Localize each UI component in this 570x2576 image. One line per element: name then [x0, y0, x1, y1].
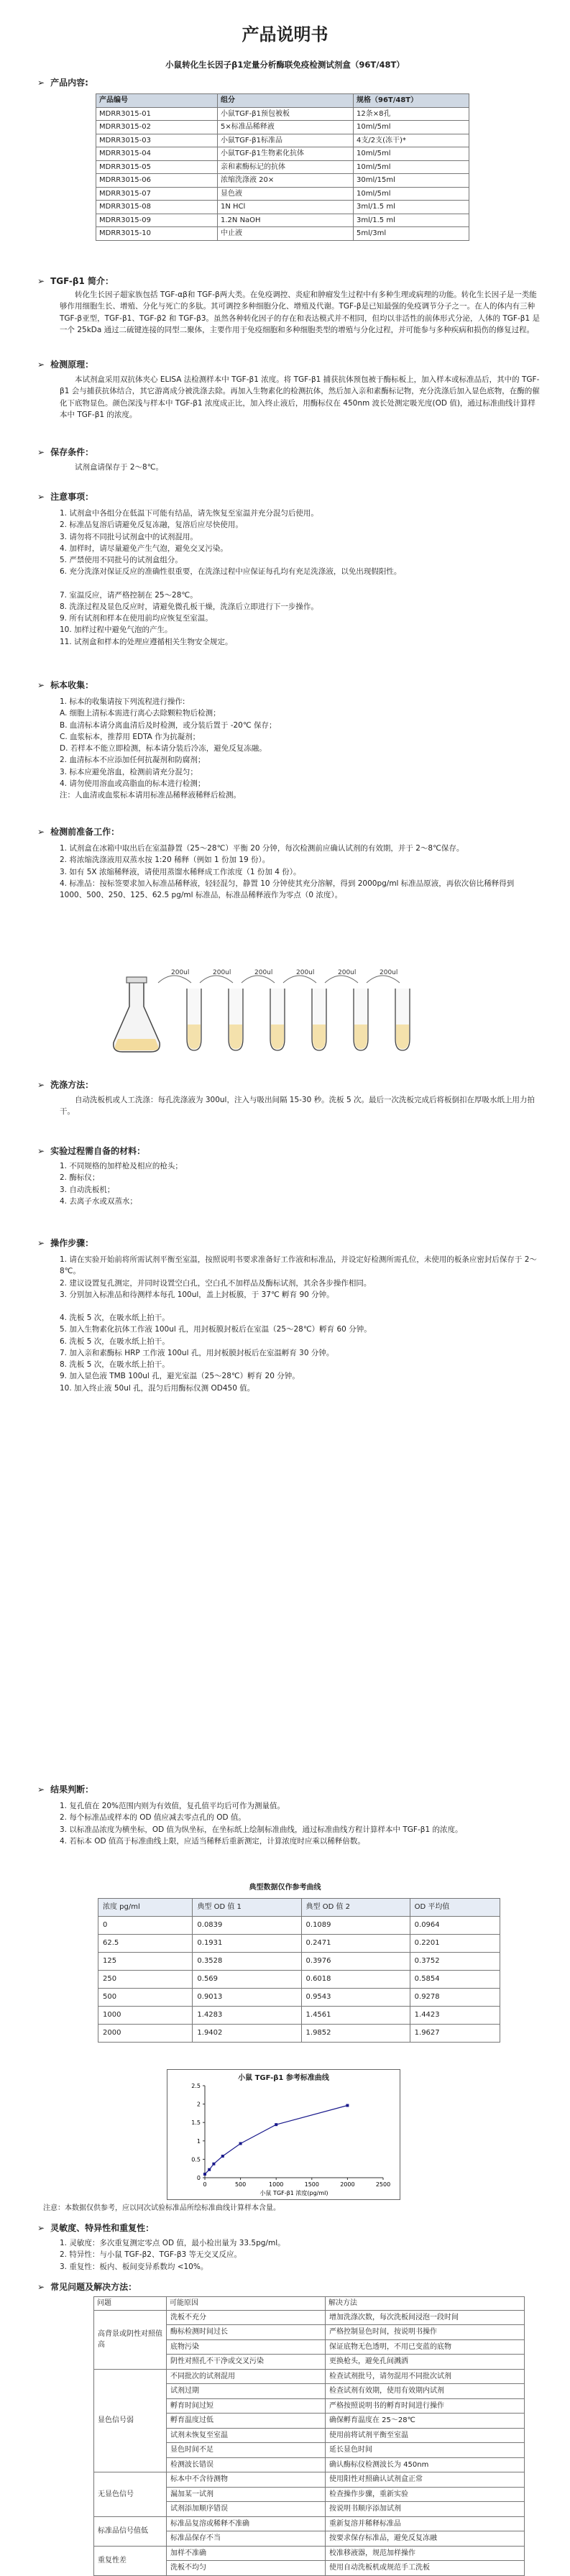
faq-cause-cell: 标准品复溶或稀释不准确 — [167, 2516, 326, 2531]
table-cell: 0.3528 — [193, 1953, 301, 1971]
transfer-arrow — [283, 976, 316, 983]
storage-paragraph: 试剂盒请保存于 2～8℃。 — [75, 463, 163, 472]
list-item: 2. 每个标准品或样本的 OD 值应减去零点孔的 OD 值。 — [60, 1813, 246, 1823]
table-row — [96, 121, 469, 134]
faq-solution-cell: 使用前将试剂平衡至室温 — [326, 2428, 525, 2443]
table-cell: 4支/2支(冻干)* — [354, 134, 469, 147]
document-title: 产品说明书 — [242, 24, 328, 45]
test-tube-icon — [283, 969, 326, 1050]
list-item: 2. 酶标仪； — [60, 1173, 100, 1183]
table-cell: 0 — [98, 1917, 193, 1935]
transfer-arrow — [242, 976, 275, 983]
wash-paragraph: 自动洗板机或人工洗涤：每孔洗涤液为 300ul，注入与吸出间隔 15-30 秒。洗板 5 次。最后一次洗板完成后将板倒扣在厚吸水纸上用力拍干。 — [60, 1096, 535, 1117]
x-tick-label: 0 — [203, 2181, 207, 2188]
test-tube-icon — [242, 969, 285, 1050]
table-row — [94, 2472, 525, 2488]
faq-cause-cell: 孵育温度过低 — [167, 2414, 326, 2429]
table-cell: 1.2N NaOH — [218, 214, 354, 227]
section-heading-materials: ➢ 实验过程需自备的材料： — [37, 1145, 145, 1158]
faq-cause-cell: 底物污染 — [167, 2339, 326, 2355]
faq-cause-cell: 标准品保存不当 — [167, 2531, 326, 2547]
x-tick-label: 1000 — [269, 2181, 284, 2188]
faq-cause-cell: 不同批次的试剂混用 — [167, 2369, 326, 2384]
table-cell: 500 — [98, 1989, 193, 2007]
faq-cause-cell: 检测波长错误 — [167, 2457, 326, 2472]
list-item: 8. 洗板 5 次，在吸水纸上拍干。 — [60, 1360, 170, 1370]
x-tick-label: 500 — [234, 2181, 247, 2188]
table-cell: 0.1089 — [301, 1917, 410, 1935]
components-table — [96, 93, 469, 241]
table-row — [96, 214, 469, 227]
faq-solution-cell: 检查操作步骤，重新实验 — [326, 2487, 525, 2502]
faq-solution-cell: 更换枪头，避免孔间溅洒 — [326, 2355, 525, 2370]
table-cell: 1.4561 — [301, 2007, 410, 2025]
table-row — [96, 227, 469, 241]
list-item: 2. 建议设置复孔测定，并同时设置空白孔，空白孔不加样品及酶标试剂，其余各步操作相同。 — [60, 1278, 372, 1288]
table-header-cell: 解决方法 — [326, 2297, 525, 2311]
list-item: 1. 试剂盒在冰箱中取出后在室温静置（25～28℃）平衡 20 分钟，每次检测前应确认试剂的有效期，并于 2～8℃保存。 — [60, 844, 464, 853]
table-cell: 1.9402 — [193, 2025, 301, 2043]
list-item: 1. 复孔值在 20%范围内则为有效值，复孔值平均后可作为测量值。 — [60, 1802, 285, 1810]
test-tube-icon — [367, 969, 410, 1050]
notes-list — [60, 508, 541, 648]
x-axis-label: 小鼠 TGF-β1 浓度(pg/ml) — [259, 2190, 328, 2196]
y-tick-label: 2.5 — [191, 2083, 201, 2089]
x-tick-label: 2000 — [340, 2181, 355, 2188]
table-cell: 0.3752 — [410, 1953, 500, 1971]
sample-list — [60, 696, 541, 801]
table-cell: 浓缩洗涤液 20× — [218, 174, 354, 188]
faq-solution-cell: 确保孵育温度在 25～28℃ — [326, 2414, 525, 2429]
arrow-icon: ➢ — [37, 1146, 45, 1156]
table-row — [98, 1935, 500, 1953]
transfer-volume-label: 200ul — [380, 969, 398, 976]
faq-problem-cell: 标准品信号值低 — [94, 2516, 167, 2546]
test-tube-icon — [325, 969, 368, 1050]
arrow-icon: ➢ — [37, 680, 45, 690]
faq-solution-cell: 检查试剂批号，请勿混用不同批次试剂 — [326, 2369, 525, 2384]
table-cell: MDRR3015-03 — [96, 134, 218, 147]
list-item: 6. 洗板 5 次，在吸水纸上拍干。 — [60, 1337, 170, 1346]
section-heading-faq: ➢ 常见问题及解决方法： — [37, 2281, 137, 2294]
list-item: 4. 加样时，请尽量避免产生气泡，避免交叉污染。 — [60, 544, 228, 553]
y-tick-label: 1 — [196, 2137, 201, 2145]
section-heading-notes: ➢ 注意事项： — [37, 490, 93, 504]
y-tick-label: 1.5 — [191, 2119, 201, 2127]
table-cell: 小鼠TGF-β1标准品 — [218, 134, 354, 147]
arrow-icon: ➢ — [37, 447, 45, 457]
prep-list — [60, 843, 541, 901]
intro-paragraph: 转化生长因子超家族包括 TGF-αβ和 TGF-β两大类。在免疫调控、炎症和肿瘤发生过程中有多种生理或病理的功能。转化生长因子是一类能够作用细胞生长、增殖、分化与死亡的多肽。其可调控多种细胞分化、增殖及代谢。TGF-β是已知最强的免疫调节分子之一。在人的体内有三种 TGF-β亚型，TGF-β1、TGF-β2 和 TGF-β3。虽然各种转化因子的存在和表达模式并不相同，但均以非活性的前体形式分泌，人体的 TGF-β1 是一个 25kDa 通过二硫键连接的同型二聚体，主要作用于免疫细胞和多种细胞类型的增殖与分化过程，并可能参与多种疾病和损伤的修复过程。 — [60, 290, 540, 334]
table-header-cell: 问题 — [94, 2297, 167, 2311]
document-subtitle: 小鼠转化生长因子β1定量分析酶联免疫检测试剂盒（96T/48T） — [165, 60, 405, 70]
section-heading-intro: ➢ TGF-β1 简介： — [37, 275, 114, 288]
faq-solution-cell: 延长显色时间 — [326, 2443, 525, 2458]
table-header-cell: OD 平均值 — [410, 1899, 500, 1917]
table-cell: 1.9627 — [410, 2025, 500, 2043]
table-cell: 1.4423 — [410, 2007, 500, 2025]
section-heading-performance: ➢ 灵敏度、特异性和重复性： — [37, 2222, 154, 2235]
list-item: 1. 标本的收集请按下列流程进行操作: — [60, 697, 185, 706]
list-item: C. 血浆标本，推荐用 EDTA 作为抗凝剂； — [60, 732, 201, 741]
table-cell: 0.3976 — [301, 1953, 410, 1971]
faq-solution-cell: 重新复溶并稀释标准品 — [326, 2516, 525, 2531]
table-cell: 1000 — [98, 2007, 193, 2025]
table-cell: MDRR3015-10 — [96, 227, 218, 241]
table-cell: 0.2201 — [410, 1935, 500, 1953]
table-cell: 0.2471 — [301, 1935, 410, 1953]
list-item: 9. 加入显色液 TMB 100ul 孔，避光室温（25～28℃）孵育 20 分钟。 — [60, 1372, 300, 1381]
table-cell: MDRR3015-09 — [96, 214, 218, 227]
faq-cause-cell: 试剂添加顺序错误 — [167, 2502, 326, 2517]
table-cell: MDRR3015-08 — [96, 201, 218, 214]
list-item: 4. 标准品：按标签要求加入标准品稀释液，轻轻混匀，静置 10 分钟使其充分溶解，得到 2000pg/ml 标准品原液，再依次倍比稀释得到 1000、500、250、125、62.5 pg/ml 标准品，标准品稀释液作为零点（0 浓度）。 — [60, 879, 515, 900]
results-list — [60, 1800, 541, 1847]
list-item: 4. 请勿使用溶血或高脂血的标本进行检测； — [60, 779, 206, 788]
table-row — [96, 160, 469, 174]
list-item: 2. 标准品复溶后请避免反复冻融，复溶后应尽快使用。 — [60, 521, 243, 530]
table-cell: 亲和素酶标记的抗体 — [218, 160, 354, 174]
list-item: 3. 以标准品浓度为横坐标，OD 值为纵坐标，在坐标纸上绘制标准曲线，通过标准曲线方程计算样本中 TGF-β1 的浓度。 — [60, 1825, 463, 1834]
faq-problem-cell: 显色信号弱 — [94, 2369, 167, 2472]
table-header-cell: 规格（96T/48T） — [354, 94, 469, 108]
data-point — [346, 2104, 349, 2107]
list-item: 3. 重复性：板内、板间变异系数均 <10%。 — [60, 2262, 208, 2271]
table-row — [96, 147, 469, 161]
faq-cause-cell: 标本中不含待测物 — [167, 2472, 326, 2488]
performance-list — [60, 2237, 541, 2273]
table-row — [96, 134, 469, 147]
list-item: 1. 灵敏度：多次重复测定零点 OD 值，最小检出量为 33.5pg/ml。 — [60, 2239, 285, 2247]
faq-solution-cell: 保证底物无色透明，不用已变蓝的底物 — [326, 2339, 525, 2355]
transfer-arrow — [158, 976, 191, 983]
arrow-icon: ➢ — [37, 359, 45, 370]
faq-solution-cell: 使用自动洗板机或规范手工洗板 — [326, 2561, 525, 2576]
list-item: 2. 血清标本不应添加任何抗凝剂和防腐剂； — [60, 756, 206, 765]
principle-paragraph: 本试剂盒采用双抗体夹心 ELISA 法检测样本中 TGF-β1 浓度。将 TGF-β1 捕获抗体预包被于酶标板上，加入样本或标准品后，其中的 TGF-β1 会与捕获抗体结合，其它游离成分被洗涤去除。再加入生物素化的检测抗体，然后加入亲和素酶标记物，充分洗涤后加入显色底物，在酶的催化下底物显色。颜色深浅与样本中 TGF-β1 浓度成正比，加入终止液后，用酶标仪在 450nm 波长处测定吸光度(OD 值)，通过标准曲线计算样本中 TGF-β1 的浓度。 — [60, 375, 540, 419]
faq-cause-cell: 阴性对照孔不干净或交叉污染 — [167, 2355, 326, 2370]
test-tube-icon — [158, 969, 201, 1050]
faq-cause-cell: 酶标检测时间过长 — [167, 2325, 326, 2340]
list-item: 1. 试剂盒中各组分在低温下可能有结晶，请先恢复至室温并充分混匀后使用。 — [60, 509, 318, 518]
table-cell: 1N HCl — [218, 201, 354, 214]
list-item: 11. 试剂盒和样本的处理应遵循相关生物安全规定。 — [60, 637, 233, 646]
dilution-diagram — [108, 967, 453, 1060]
table-cell: MDRR3015-07 — [96, 187, 218, 201]
list-item: 2. 将浓缩洗涤液用双蒸水按 1:20 稀释（例如 1 份加 19 份）。 — [60, 856, 270, 865]
list-item: 7. 室温反应，请严格控制在 25～28℃。 — [60, 590, 198, 600]
table-row — [96, 174, 469, 188]
table-header-cell: 典型 OD 值 1 — [193, 1899, 301, 1917]
table-cell: 12条×8孔 — [354, 107, 469, 121]
table-cell: 5ml/3ml — [354, 227, 469, 241]
faq-cause-cell: 漏加某一试剂 — [167, 2487, 326, 2502]
list-item: 2. 特异性：与小鼠 TGF-β2、TGF-β3 等无交叉反应。 — [60, 2250, 242, 2260]
chart-title: 小鼠 TGF-β1 参考标准曲线 — [238, 2074, 329, 2082]
materials-list — [60, 1160, 541, 1207]
faq-solution-cell: 校准移液器，规范加样操作 — [326, 2546, 525, 2561]
table-cell: 0.0964 — [410, 1917, 500, 1935]
table-header-cell: 可能原因 — [167, 2297, 326, 2311]
list-item: 10. 加样过程中避免气泡的产生。 — [60, 625, 173, 635]
x-tick-label: 1500 — [304, 2181, 319, 2188]
arrow-icon: ➢ — [37, 1080, 45, 1090]
faq-solution-cell: 使用阳性对照确认试剂盒正常 — [326, 2472, 525, 2488]
faq-cause-cell: 试剂过期 — [167, 2384, 326, 2399]
list-item: 7. 加入亲和素酶标 HRP 工作液 100ul 孔，用封板膜封板后在室温孵育 30 分钟。 — [60, 1348, 334, 1357]
transfer-volume-label: 200ul — [254, 969, 273, 976]
list-item: 8. 洗涤过程及显色反应时，请避免微孔板干燥，洗涤后立即进行下一步操作。 — [60, 602, 318, 611]
list-item: 注：人血清或血浆标本请用标准品稀释液稀释后检测。 — [60, 791, 241, 800]
faq-problem-cell: 高背景或阴性对照值高 — [94, 2310, 167, 2369]
x-tick-label: 2500 — [375, 2181, 391, 2188]
list-item: 5. 严禁使用不同批号的试剂盒组分。 — [60, 556, 183, 565]
table-row — [98, 2025, 500, 2043]
data-point — [208, 2168, 211, 2171]
table-header-cell: 产品编号 — [96, 94, 218, 108]
faq-table — [93, 2296, 525, 2576]
arrow-icon: ➢ — [37, 78, 45, 88]
list-item: 4. 去离子水或双蒸水； — [60, 1196, 137, 1206]
arrow-icon: ➢ — [37, 2282, 45, 2292]
table-cell: 250 — [98, 1971, 193, 1989]
table-cell: MDRR3015-06 — [96, 174, 218, 188]
table-cell: 62.5 — [98, 1935, 193, 1953]
data-point — [239, 2142, 242, 2145]
chart-note: 注意：本数据仅供参考，应以同次试验标准品所绘标准曲线计算样本含量。 — [43, 2204, 280, 2212]
list-item: 3. 标本应避免溶血，检测前请充分混匀； — [60, 767, 198, 776]
transfer-volume-label: 200ul — [213, 969, 231, 976]
table-cell: 3ml/1.5 ml — [354, 214, 469, 227]
faq-cause-cell: 显色时间不足 — [167, 2443, 326, 2458]
chart-plot — [167, 2070, 400, 2199]
faq-cause-cell: 洗板不均匀 — [167, 2561, 326, 2576]
section-heading-sample: ➢ 标本收集： — [37, 679, 93, 692]
series-line — [205, 2106, 347, 2175]
standard-curve-chart — [167, 2069, 400, 2200]
arrow-icon: ➢ — [37, 827, 45, 837]
list-item: 1. 请在实验开始前将所需试剂平衡至室温，按照说明书要求准备好工作液和标准品，并设定好检测所需孔位，未使用的板条应密封后保存于 2～8℃。 — [60, 1255, 537, 1276]
table-row — [98, 1917, 500, 1935]
list-item: A. 细胞上清标本需进行离心去除颗粒物后检测； — [60, 709, 221, 718]
faq-cause-cell: 孵育时间过短 — [167, 2398, 326, 2414]
faq-solution-cell: 按要求保存标准品，避免反复冻融 — [326, 2531, 525, 2547]
table-cell: MDRR3015-04 — [96, 147, 218, 161]
faq-solution-cell: 严格按照说明书的孵育时间进行操作 — [326, 2398, 525, 2414]
table-cell: 10ml/5ml — [354, 121, 469, 134]
table-cell: 0.6018 — [301, 1971, 410, 1989]
list-item: 3. 分别加入标准品和待测样本每孔 100ul，盖上封板膜，于 37℃ 孵育 90 分钟。 — [60, 1290, 334, 1299]
list-item: B. 血清标本请分离血清后及时检测，或分装后置于 -20℃ 保存； — [60, 720, 277, 730]
table-cell: 3ml/1.5 ml — [354, 201, 469, 214]
data-point — [212, 2163, 215, 2165]
table-cell: 0.9278 — [410, 1989, 500, 2007]
section-heading-prep: ➢ 检测前准备工作： — [37, 825, 119, 839]
table-row — [96, 187, 469, 201]
list-item: 5. 加入生物素化抗体工作液 100ul 孔，用封板膜封板后在室温（25～28℃）孵育 60 分钟。 — [60, 1325, 372, 1334]
stock-flask-icon — [114, 977, 160, 1052]
table-row — [94, 2369, 525, 2384]
table-row — [96, 107, 469, 121]
table-cell: 小鼠TGF-β1预包被板 — [218, 107, 354, 121]
list-item: 9. 所有试剂和样本在使用前均应恢复至室温。 — [60, 614, 213, 623]
data-point — [275, 2123, 277, 2126]
y-tick-label: 2 — [196, 2101, 201, 2108]
list-item: 3. 请勿将不同批号试剂盒中的试剂混用。 — [60, 532, 198, 541]
std-table-caption: 典型数据仅作参考曲线 — [249, 1884, 321, 1892]
section-heading-wash: ➢ 洗涤方法： — [37, 1078, 93, 1092]
section-heading-storage: ➢ 保存条件： — [37, 446, 93, 459]
table-cell: 1.4283 — [193, 2007, 301, 2025]
list-item: 3. 如有 5X 浓缩稀释液，请使用蒸馏水稀释成工作浓度（1 份加 4 份）。 — [60, 867, 301, 876]
table-row — [98, 1971, 500, 1989]
table-cell: 1.9852 — [301, 2025, 410, 2043]
arrow-icon: ➢ — [37, 1784, 45, 1795]
list-item: 6. 充分洗涤对保证反应的准确性很重要，在洗涤过程中应保证每孔均有充足洗涤液，以免出现假阳性。 — [60, 567, 402, 577]
table-cell: 0.569 — [193, 1971, 301, 1989]
table-cell: 30ml/15ml — [354, 174, 469, 188]
table-row — [98, 2007, 500, 2025]
standard-data-table — [98, 1898, 500, 2043]
arrow-icon: ➢ — [37, 276, 45, 286]
table-cell: 125 — [98, 1953, 193, 1971]
table-cell: 中止液 — [218, 227, 354, 241]
faq-cause-cell: 加样不准确 — [167, 2546, 326, 2561]
y-tick-label: 0.5 — [191, 2156, 201, 2163]
table-cell: 0.1931 — [193, 1935, 301, 1953]
table-cell: 2000 — [98, 2025, 193, 2043]
data-point — [221, 2155, 224, 2158]
faq-cause-cell: 试剂未恢复至室温 — [167, 2428, 326, 2443]
transfer-volume-label: 200ul — [338, 969, 357, 976]
section-heading-steps: ➢ 操作步骤： — [37, 1237, 93, 1250]
table-row — [98, 1953, 500, 1971]
table-cell: 显色液 — [218, 187, 354, 201]
table-row — [94, 2546, 525, 2561]
list-item: 4. 若标本 OD 值高于标准曲线上限，应适当稀释后重新测定，计算浓度时应乘以稀释倍数。 — [60, 1836, 365, 1846]
faq-problem-cell: 无显色信号 — [94, 2472, 167, 2517]
faq-solution-cell: 检查试剂有效期，使用有效期内试剂 — [326, 2384, 525, 2399]
list-item: 10. 加入终止液 50ul 孔，混匀后用酶标仪测 OD450 值。 — [60, 1383, 255, 1393]
faq-solution-cell: 确认酶标仪检测波长为 450nm — [326, 2457, 525, 2472]
section-heading-principle: ➢ 检测原理： — [37, 358, 93, 372]
table-cell: 小鼠TGF-β1生物素化抗体 — [218, 147, 354, 161]
list-item: 4. 洗板 5 次，在吸水纸上拍干。 — [60, 1314, 170, 1323]
data-point — [203, 2173, 206, 2176]
table-cell: 0.0839 — [193, 1917, 301, 1935]
transfer-arrow — [367, 976, 400, 983]
transfer-volume-label: 200ul — [296, 969, 315, 976]
arrow-icon: ➢ — [37, 1238, 45, 1248]
table-header-cell: 组分 — [218, 94, 354, 108]
arrow-icon: ➢ — [37, 2223, 45, 2233]
table-row — [94, 2310, 525, 2325]
steps-list — [60, 1254, 541, 1394]
table-header-cell: 典型 OD 值 2 — [301, 1899, 410, 1917]
arrow-icon: ➢ — [37, 492, 45, 502]
table-cell: 10ml/5ml — [354, 160, 469, 174]
table-cell: MDRR3015-05 — [96, 160, 218, 174]
table-cell: MDRR3015-02 — [96, 121, 218, 134]
faq-solution-cell: 增加洗涤次数，每次洗板间浸泡一段时间 — [326, 2310, 525, 2325]
table-cell: 10ml/5ml — [354, 147, 469, 161]
transfer-volume-label: 200ul — [171, 969, 190, 976]
table-row — [96, 201, 469, 214]
list-item: 3. 自动洗板机； — [60, 1185, 115, 1194]
table-cell: MDRR3015-01 — [96, 107, 218, 121]
faq-cause-cell: 洗板不充分 — [167, 2310, 326, 2325]
table-header-cell: 浓度 pg/ml — [98, 1899, 193, 1917]
section-heading-results: ➢ 结果判断： — [37, 1783, 93, 1797]
table-cell: 0.5854 — [410, 1971, 500, 1989]
transfer-arrow — [325, 976, 358, 983]
table-cell: 5×标准品稀释液 — [218, 121, 354, 134]
faq-solution-cell: 严格控制显色时间，按说明书操作 — [326, 2325, 525, 2340]
y-tick-label: 0 — [196, 2175, 201, 2181]
table-row — [98, 1989, 500, 2007]
table-cell: 0.9543 — [301, 1989, 410, 2007]
table-cell: 10ml/5ml — [354, 187, 469, 201]
faq-solution-cell: 按说明书顺序添加试剂 — [326, 2502, 525, 2517]
section-heading-components: ➢ 产品内容: — [37, 76, 88, 90]
table-cell: 0.9013 — [193, 1989, 301, 2007]
table-row — [94, 2516, 525, 2531]
test-tube-icon — [200, 969, 243, 1050]
faq-problem-cell: 重复性差 — [94, 2546, 167, 2575]
transfer-arrow — [200, 976, 233, 983]
list-item: 1. 不同规格的加样枪及相应的枪头； — [60, 1162, 183, 1170]
list-item: D. 若样本不能立即检测，标本请分装后冷冻，避免反复冻融。 — [60, 744, 267, 753]
